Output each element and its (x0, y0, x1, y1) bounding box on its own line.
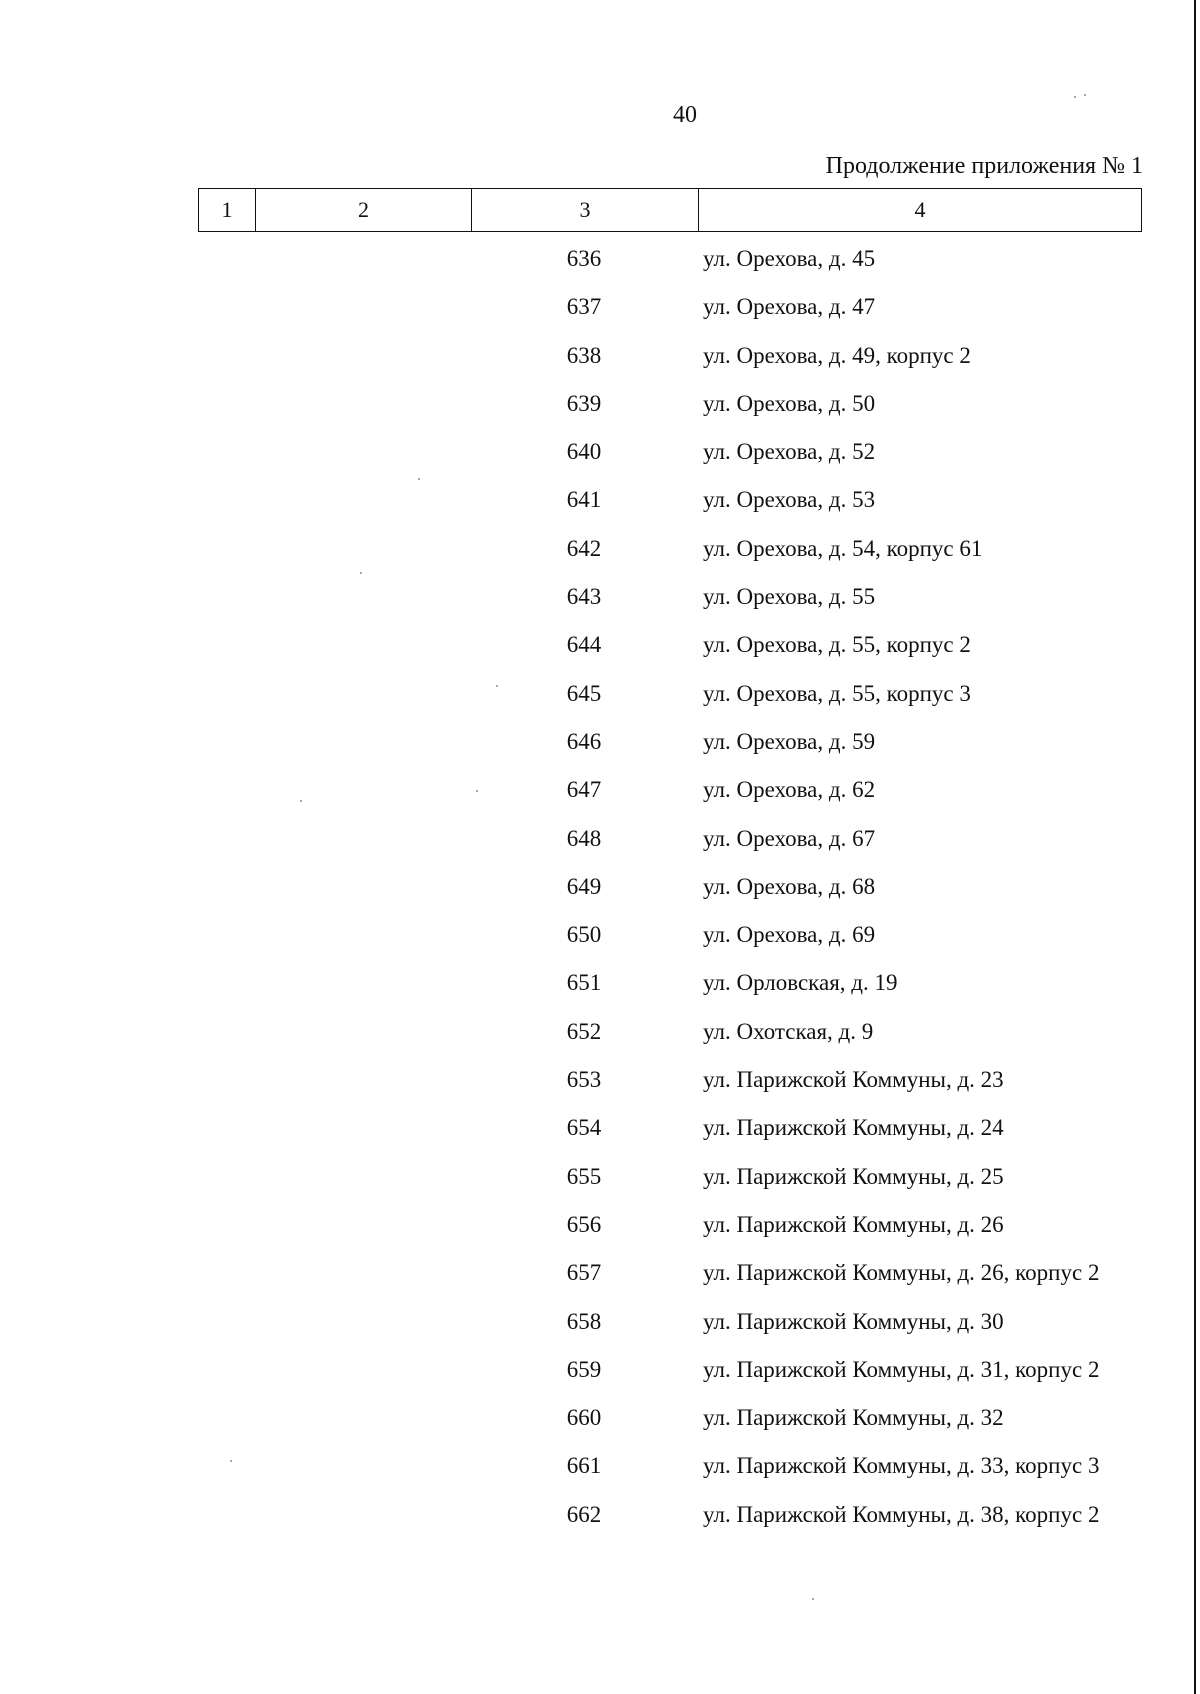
list-item (0, 1403, 1200, 1451)
row-address: ул. Охотская, д. 9 (703, 1018, 874, 1044)
row-number: 652 (566, 1018, 602, 1044)
table-header-cell-4: 4 (914, 197, 926, 222)
row-address: ул. Орехова, д. 68 (703, 873, 876, 899)
list-item (0, 968, 1200, 1016)
list-item (0, 534, 1200, 582)
row-number: 662 (566, 1501, 602, 1527)
row-address: ул. Орехова, д. 50 (703, 390, 876, 416)
list-item (0, 1113, 1200, 1161)
row-address: ул. Орехова, д. 52 (703, 439, 876, 465)
table-header-cell-1: 1 (199, 189, 256, 231)
row-number: 640 (566, 439, 602, 465)
row-number: 637 (566, 294, 602, 320)
row-number: 647 (566, 777, 602, 803)
list-item (0, 1210, 1200, 1258)
scan-speck (360, 572, 362, 574)
row-number: 650 (566, 922, 602, 948)
list-item (0, 1307, 1200, 1355)
row-number: 645 (566, 680, 602, 706)
row-number: 638 (566, 342, 602, 368)
list-item (0, 872, 1200, 920)
list-item (0, 437, 1200, 485)
row-address: ул. Орехова, д. 54, корпус 61 (703, 535, 983, 561)
row-number: 651 (566, 970, 602, 996)
row-number: 654 (566, 1115, 602, 1141)
row-address: ул. Парижской Коммуны, д. 38, корпус 2 (703, 1501, 1100, 1527)
row-address: ул. Орехова, д. 67 (703, 825, 876, 851)
row-number: 661 (566, 1453, 602, 1479)
list-item (0, 775, 1200, 823)
row-address: ул. Парижской Коммуны, д. 23 (703, 1067, 1004, 1093)
address-list (0, 244, 1200, 1548)
row-number: 649 (566, 873, 602, 899)
list-item (0, 1258, 1200, 1306)
scan-speck (418, 478, 420, 480)
table-header-cell-2: 2 (256, 189, 472, 231)
list-item (0, 824, 1200, 872)
row-number: 641 (566, 487, 602, 513)
row-number: 657 (566, 1260, 602, 1286)
appendix-note: Продолжение приложения № 1 (825, 153, 1143, 179)
row-address: ул. Орехова, д. 62 (703, 777, 876, 803)
row-number: 658 (566, 1308, 602, 1334)
list-item (0, 292, 1200, 340)
row-number: 646 (566, 728, 602, 754)
scan-speck (1074, 96, 1076, 98)
row-number: 644 (566, 632, 602, 658)
table-header-cell-3: 3 (472, 189, 699, 231)
row-address: ул. Парижской Коммуны, д. 25 (703, 1163, 1004, 1189)
list-item (0, 389, 1200, 437)
list-item (0, 1500, 1200, 1548)
list-item (0, 485, 1200, 533)
list-item (0, 630, 1200, 678)
row-address: ул. Парижской Коммуны, д. 30 (703, 1308, 1004, 1334)
row-number: 655 (566, 1163, 602, 1189)
list-item (0, 679, 1200, 727)
list-item (0, 582, 1200, 630)
table-header (198, 188, 1142, 232)
row-address: ул. Орловская, д. 19 (703, 970, 898, 996)
row-address: ул. Орехова, д. 45 (703, 246, 876, 271)
row-number: 643 (566, 584, 602, 610)
list-item (0, 1162, 1200, 1210)
scan-speck (300, 800, 302, 802)
list-item (0, 341, 1200, 389)
scan-speck (230, 1460, 232, 1462)
row-address: ул. Орехова, д. 55, корпус 2 (703, 632, 971, 658)
row-number: 642 (566, 535, 602, 561)
row-number: 659 (566, 1356, 602, 1382)
scan-speck (476, 790, 478, 792)
page-edge-line (1194, 0, 1196, 1694)
list-item (0, 244, 1200, 292)
row-address: ул. Орехова, д. 49, корпус 2 (703, 342, 971, 368)
scan-speck (1084, 94, 1086, 96)
scan-speck (496, 685, 498, 687)
row-number: 636 (566, 246, 602, 271)
list-item (0, 920, 1200, 968)
row-number: 656 (566, 1211, 602, 1237)
row-address: ул. Орехова, д. 53 (703, 487, 876, 513)
row-address: ул. Орехова, д. 47 (703, 294, 876, 320)
scan-speck (812, 1598, 814, 1600)
list-item (0, 1065, 1200, 1113)
row-address: ул. Орехова, д. 69 (703, 922, 876, 948)
page-number: 40 (673, 102, 697, 128)
row-address: ул. Парижской Коммуны, д. 32 (703, 1405, 1004, 1431)
row-number: 653 (566, 1067, 602, 1093)
list-item (0, 1355, 1200, 1403)
row-address: ул. Орехова, д. 59 (703, 728, 876, 754)
list-item (0, 1451, 1200, 1499)
row-address: ул. Парижской Коммуны, д. 31, корпус 2 (703, 1356, 1100, 1382)
row-address: ул. Орехова, д. 55 (703, 584, 876, 610)
row-number: 648 (566, 825, 602, 851)
row-number: 660 (566, 1405, 602, 1431)
list-item (0, 727, 1200, 775)
row-address: ул. Парижской Коммуны, д. 24 (703, 1115, 1004, 1141)
row-address: ул. Орехова, д. 55, корпус 3 (703, 680, 971, 706)
row-address: ул. Парижской Коммуны, д. 33, корпус 3 (703, 1453, 1100, 1479)
row-number: 639 (566, 390, 602, 416)
row-address: ул. Парижской Коммуны, д. 26 (703, 1211, 1004, 1237)
list-item (0, 1017, 1200, 1065)
row-address: ул. Парижской Коммуны, д. 26, корпус 2 (703, 1260, 1100, 1286)
